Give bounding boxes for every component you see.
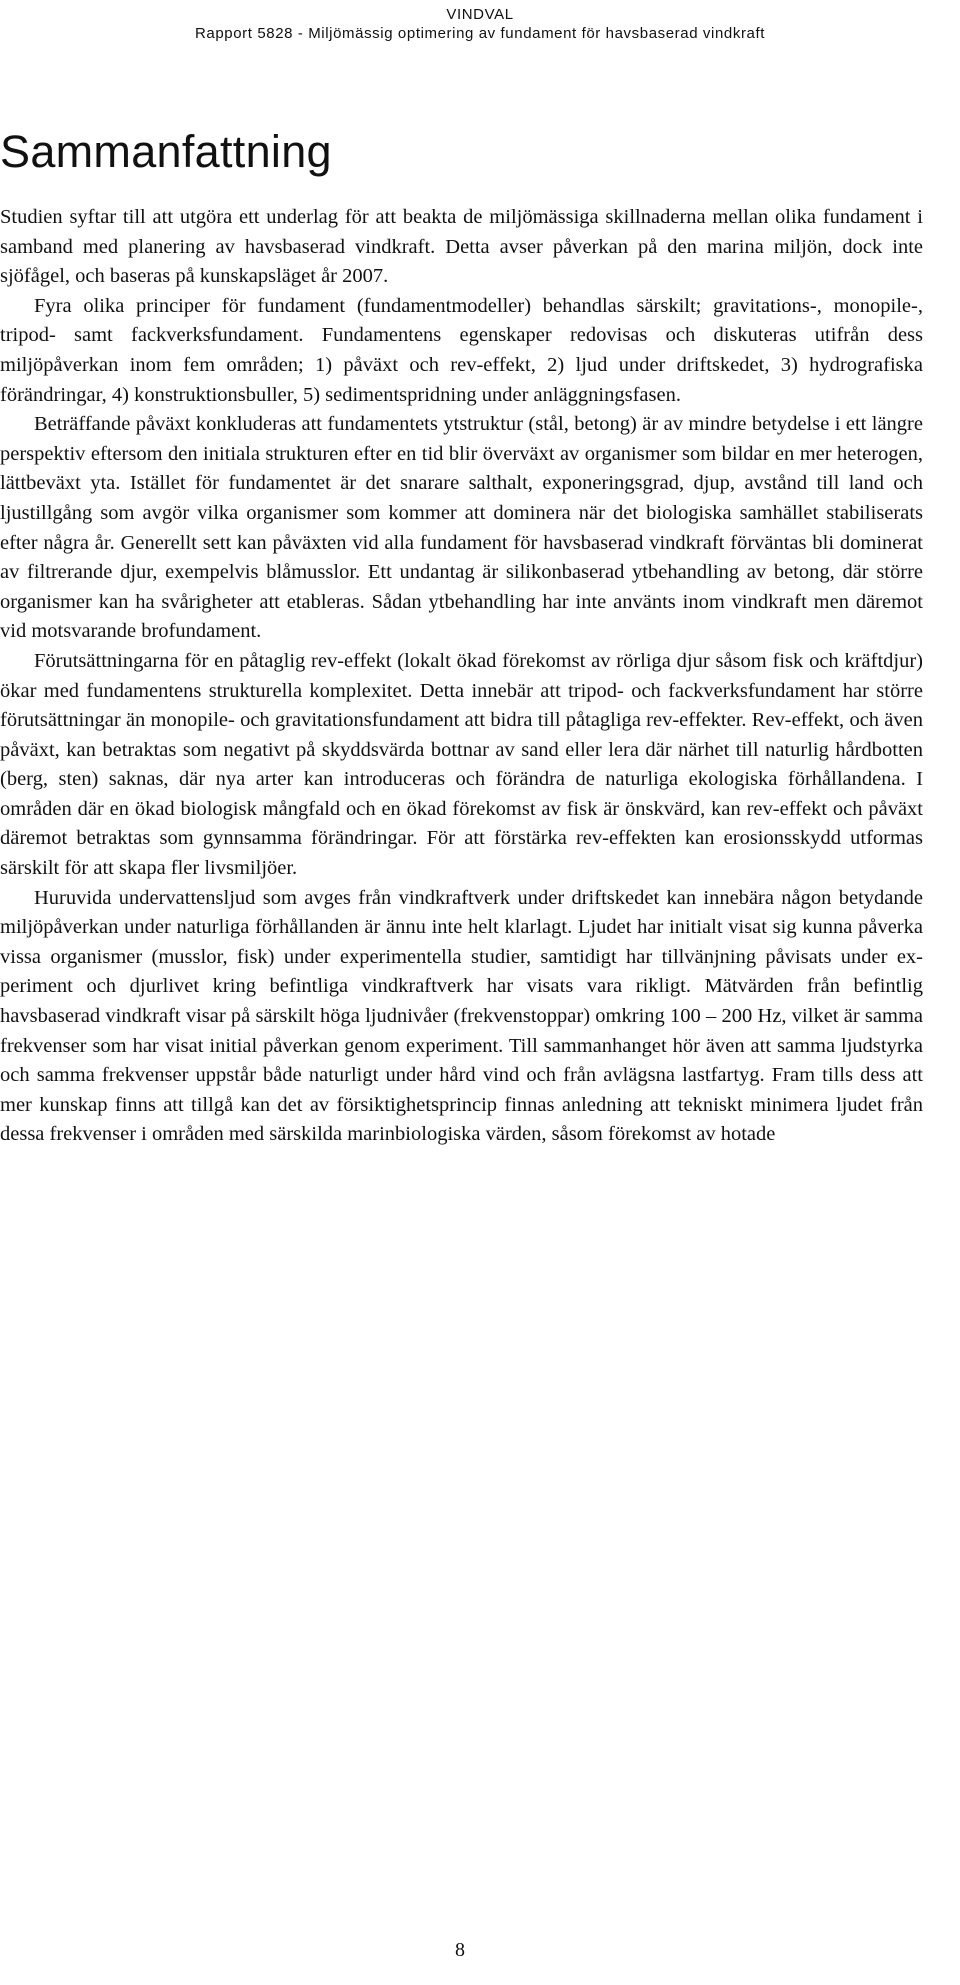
paragraph-2: Fyra olika principer för fundament (fundamentmodeller) behandlas särskilt; gravitations-, monopile-, tripod- samt fackverksfundament. Fundamentens egenskaper redovisas och diskuteras utifrån dess miljöpåverkan inom fem områden; 1) påväxt och rev-effekt, 2) ljud under driftskedet, 3) hydrografiska förändringar, 4) konstruktionsbuller, 5) sedimentspridning under anläggningsfasen. bbox=[0, 294, 923, 406]
paragraph-3: Beträffande påväxt konkluderas att fundamentets ytstruktur (stål, betong) är av mindre betydelse i ett längre perspektiv eftersom den initiala strukturen efter en tid blir överväxt av organismer som bildar en mer heterogen, lättbeväxt yta. Istället för fundamentet är det snarare salthalt, exponeringsgrad, djup, avstånd till land och ljustillgång som avgör vilka organismer som kommer att dominera när det biologiska samhället stabiliserats efter några år. Generellt sett kan påväxten vid alla fundament för havsbaserad vindkraft förväntas bli dominerat av filtrerande djur, exempelvis blåmusslor. Ett undantag är silikonbaserad ytbehandling av betong, där större organismer kan ha svårigheter att etableras. Sådan ytbehandling har inte använts inom vindkraft men däremot vid motsvarande brofundament. bbox=[0, 413, 923, 643]
header-report-title: Rapport 5828 - Miljömässig optimering av fundament för havsbaserad vindkraft bbox=[194, 25, 766, 42]
running-header bbox=[0, 5, 960, 43]
header-series: VINDVAL bbox=[446, 6, 514, 23]
paragraph-1: Studien syftar till att utgöra ett underlag för att beakta de miljömässiga skillnaderna mellan olika fundament i samband med planering av havsbaserad vindkraft. Detta avser påverkan på den marina miljön, dock inte sjöfågel, och baseras på kunskapsläget år 2007. bbox=[0, 206, 923, 288]
paragraph-4: Förutsättningarna för en påtaglig rev-effekt (lokalt ökad förekomst av rörliga djur såsom fisk och kräftdjur) ökar med fundamentens strukturella komplexitet. Detta innebär att tripod- och fackverksfundament har större förutsättningar än monopile- och gravitationsfundament att bidra till påtagliga rev-effekter. Rev-effekt, och även påväxt, kan betraktas som negativt på skyddsvärda bottnar av sand eller lera där närhet till naturlig hårdbotten (berg, sten) saknas, där nya arter kan introduceras och förändra de naturliga ekologiska förhållandena. I områden där en ökad biologisk mångfald och en ökad förekomst av fisk är önskvärd, kan rev-effekt och påväxt däremot betraktas som gynnsamma förändringar. För att förstärka rev-effekten kan erosionsskydd utformas särskilt för att skapa fler livsmiljöer. bbox=[0, 649, 923, 880]
section-title: Sammanfattning bbox=[0, 126, 332, 177]
body-text bbox=[0, 203, 923, 1150]
page-number: 8 bbox=[455, 1939, 465, 1961]
paragraph-5: Huruvida undervattensljud som avges från vindkraftverk under driftskedet kan innebära någon betydande miljöpåverkan under naturliga förhållanden är ännu inte helt klarlagt. Ljudet har initialt visat sig kunna påverka vissa organismer (musslor, fisk) under experimentella studier, samtidigt har tillvänjning påvisats under experiment och djurlivet kring befintliga vindkraftverk har visats vara rikligt. Mätvärden från befintlig havsbaserad vindkraft visar på särskilt höga ljudnivåer (frekvenstoppar) omkring 100 – 200 Hz, vilket är samma frekvenser som har visat initial påverkan genom experiment. Till sammanhanget hör även att samma ljudstyrka och samma frekvenser uppstår både naturligt under hård vind och från avlägsna lastfartyg. Fram tills dess att mer kunskap finns att tillgå kan det av försiktighetsprincip finnas anledning att tekniskt minimera ljudet från dessa frekvenser i områden med särskilda marinbiologiska värden, såsom förekomst av hotade bbox=[0, 886, 923, 1146]
